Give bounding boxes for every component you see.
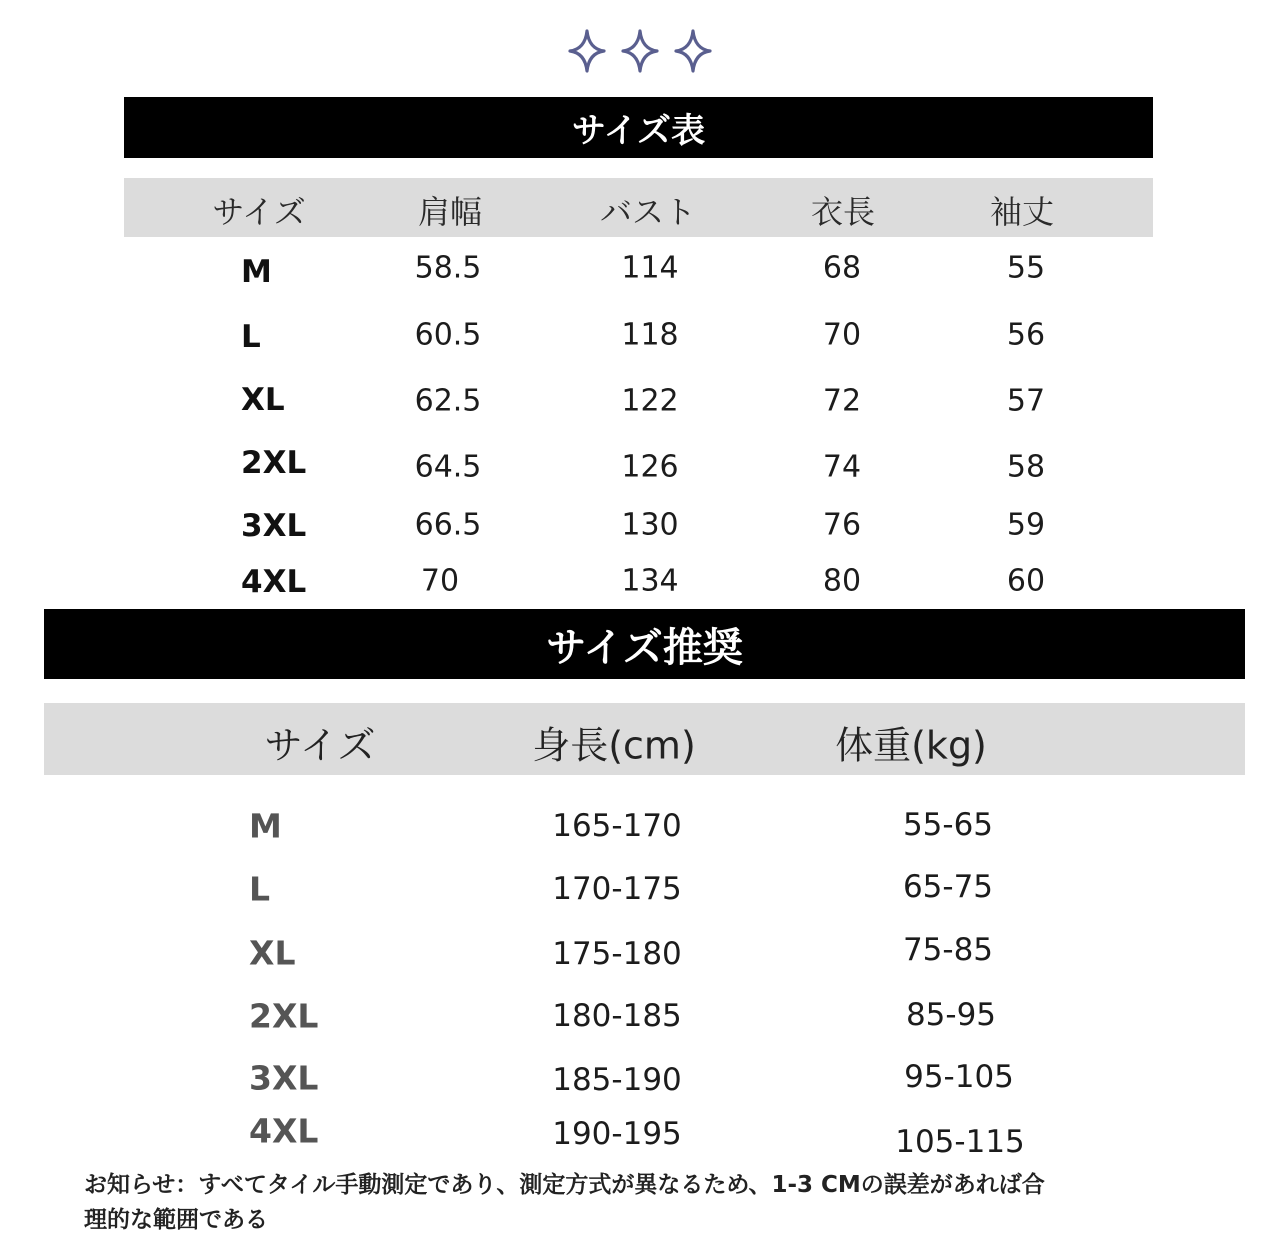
shoulder-value: 60.5 [414, 317, 482, 353]
size-label: M [241, 254, 272, 290]
notice-line-1: お知らせ：すべてタイル手動測定であり、測定方式が異なるため、1-3 CMの誤差があれば合 [84, 1172, 1045, 1198]
header-size: サイズ [264, 723, 376, 768]
notice-line-2: 理的な範囲である [84, 1207, 268, 1233]
bust-value: 126 [621, 449, 679, 485]
header-size: サイズ [212, 193, 306, 231]
size-label: 4XL [241, 564, 307, 600]
height-value: 175-180 [552, 936, 682, 972]
length-value: 72 [822, 383, 862, 419]
height-value: 180-185 [552, 998, 682, 1034]
shoulder-value: 62.5 [414, 383, 482, 419]
sleeve-value: 58 [1006, 449, 1046, 485]
header-height: 身長(cm) [532, 723, 696, 768]
size-table-title: サイズ表 [124, 97, 1153, 158]
size-label: 3XL [241, 508, 307, 544]
size-label: 4XL [249, 1111, 319, 1151]
length-value: 68 [822, 250, 862, 286]
bust-value: 134 [621, 563, 679, 599]
sparkle-icon [673, 28, 713, 74]
shoulder-value: 70 [420, 563, 460, 599]
size-label: M [249, 806, 282, 846]
sleeve-value: 57 [1006, 383, 1046, 419]
shoulder-value: 66.5 [414, 507, 482, 543]
length-value: 70 [822, 317, 862, 353]
weight-value: 85-95 [905, 997, 997, 1033]
shoulder-value: 64.5 [414, 449, 482, 485]
length-value: 80 [822, 563, 862, 599]
sleeve-value: 60 [1006, 563, 1046, 599]
sleeve-value: 59 [1006, 507, 1046, 543]
length-value: 74 [822, 449, 862, 485]
weight-value: 55-65 [902, 807, 994, 843]
header-sleeve: 袖丈 [989, 193, 1055, 231]
top-strip [0, 0, 1280, 10]
sparkle-icon [620, 28, 660, 74]
header-length: 衣長 [810, 193, 876, 231]
bust-value: 130 [621, 507, 679, 543]
weight-value: 95-105 [904, 1059, 1014, 1095]
sparkle-icon [567, 28, 607, 74]
bust-value: 122 [621, 383, 679, 419]
star-decoration [0, 28, 1280, 78]
weight-value: 105-115 [895, 1124, 1025, 1160]
size-label: L [241, 319, 261, 355]
size-label: XL [241, 382, 285, 418]
sleeve-value: 56 [1006, 317, 1046, 353]
height-value: 170-175 [552, 871, 682, 907]
size-recommend-title: サイズ推奨 [44, 609, 1245, 679]
header-weight: 体重(kg) [835, 723, 987, 768]
height-value: 185-190 [552, 1062, 682, 1098]
height-value: 165-170 [552, 808, 682, 844]
size-label: 3XL [249, 1058, 319, 1098]
measurement-notice [84, 1168, 1194, 1238]
length-value: 76 [822, 507, 862, 543]
size-label: XL [249, 933, 296, 973]
weight-value: 75-85 [902, 932, 994, 968]
bust-value: 118 [621, 317, 679, 353]
sleeve-value: 55 [1006, 250, 1046, 286]
weight-value: 65-75 [902, 869, 994, 905]
shoulder-value: 58.5 [414, 250, 482, 286]
size-label: 2XL [249, 996, 319, 1036]
header-bust: バスト [599, 193, 697, 231]
header-shoulder: 肩幅 [417, 193, 483, 231]
bust-value: 114 [621, 250, 679, 286]
height-value: 190-195 [552, 1116, 682, 1152]
size-label: 2XL [241, 445, 307, 481]
size-label: L [249, 869, 271, 909]
